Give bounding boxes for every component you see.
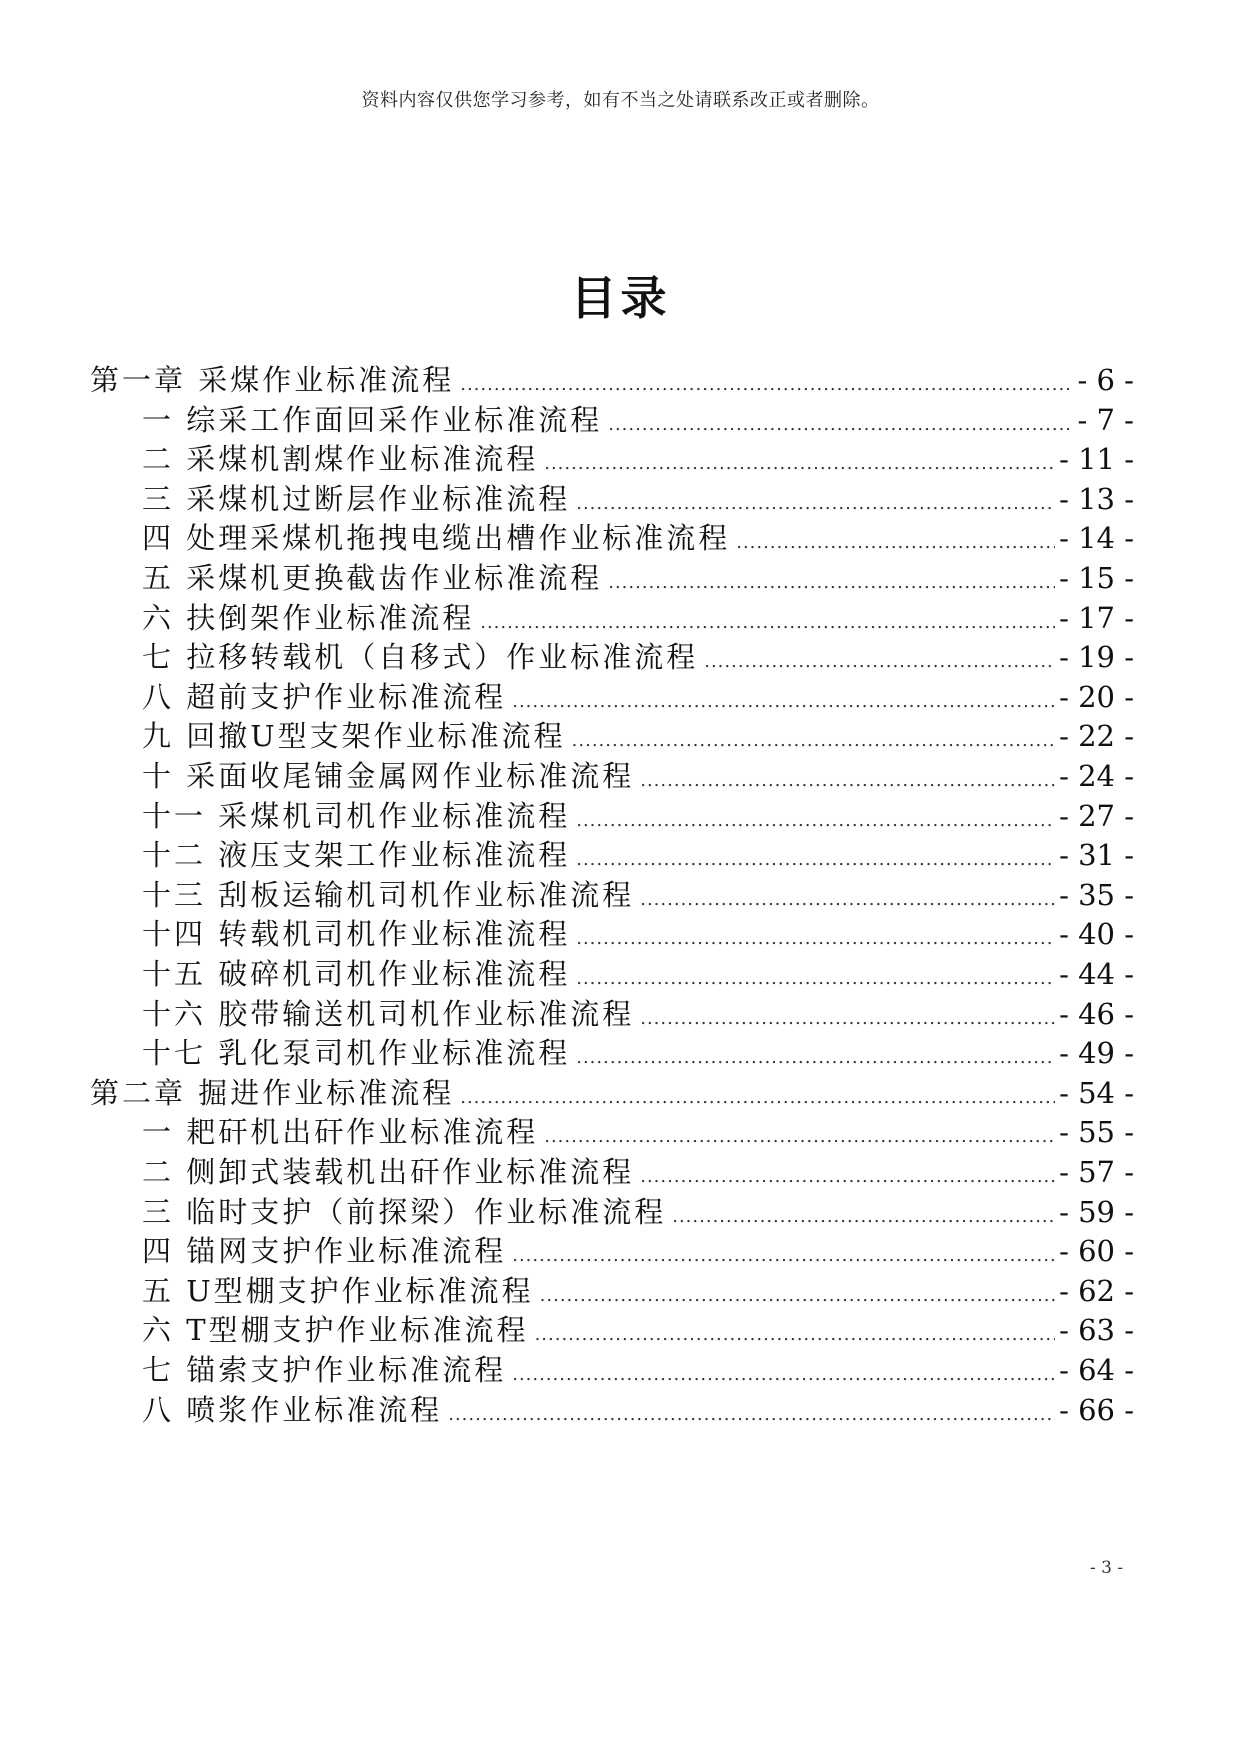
toc-dot-leader [576, 806, 1055, 836]
toc-entry-page: - 66 - [1059, 1392, 1134, 1427]
toc-entry-label: 五 采煤机更换截齿作业标准流程 [142, 561, 603, 595]
toc-entry-page: - 27 - [1059, 798, 1134, 833]
header-disclaimer: 资料内容仅供您学习参考，如有不当之处请联系改正或者删除。 [361, 90, 880, 111]
toc-dot-leader [576, 845, 1055, 875]
toc-dot-leader [704, 647, 1055, 677]
toc-entry-page: - 13 - [1059, 481, 1134, 516]
toc-entry-label: 十二 液压支架工作业标准流程 [142, 838, 571, 873]
toc-entry-label: 十一 采煤机司机作业标准流程 [142, 798, 571, 833]
toc-dot-leader [512, 687, 1055, 717]
toc-section-entry[interactable] [142, 1271, 1134, 1311]
toc-dot-leader [608, 410, 1072, 440]
toc-dot-leader [608, 568, 1055, 598]
toc-entry-page: - 40 - [1059, 917, 1134, 952]
toc-dot-leader [640, 766, 1055, 796]
toc-entry-page: - 14 - [1059, 521, 1134, 556]
toc-entry-page: - 20 - [1059, 679, 1134, 714]
toc-entry-page: - 57 - [1059, 1155, 1134, 1189]
toc-section-entry[interactable] [142, 796, 1134, 836]
toc-dot-leader [480, 608, 1055, 638]
toc-dot-leader [576, 964, 1055, 994]
toc-dot-leader [448, 1400, 1055, 1430]
toc-entry-page: - 7 - [1077, 402, 1134, 437]
toc-entry-page: - 64 - [1059, 1353, 1134, 1387]
toc-entry-label: 六 扶倒架作业标准流程 [142, 600, 475, 635]
toc-entry-label: 四 锚网支护作业标准流程 [142, 1234, 507, 1269]
toc-dot-leader [544, 1122, 1055, 1152]
page-number: - 3 - [1090, 1558, 1124, 1578]
toc-section-entry[interactable] [142, 994, 1134, 1034]
toc-dot-leader [535, 1320, 1056, 1350]
toc-dot-leader [540, 1281, 1055, 1311]
toc-dot-leader [572, 726, 1055, 756]
toc-entry-page: - 31 - [1059, 838, 1134, 873]
toc-dot-leader [736, 528, 1055, 558]
toc-section-entry[interactable] [142, 1112, 1134, 1152]
toc-entry-label: 三 临时支护（前探梁）作业标准流程 [142, 1194, 667, 1229]
toc-section-entry[interactable] [142, 677, 1134, 717]
toc-section-entry[interactable] [142, 875, 1134, 915]
toc-entry-label: 七 拉移转载机（自移式）作业标准流程 [142, 640, 699, 675]
toc-section-entry[interactable] [142, 1350, 1134, 1390]
toc-dot-leader [512, 1241, 1055, 1271]
toc-entry-label: 二 侧卸式装载机出矸作业标准流程 [142, 1155, 635, 1189]
toc-dot-leader [512, 1360, 1055, 1390]
toc-section-entry[interactable] [142, 439, 1134, 479]
toc-section-entry[interactable] [142, 1033, 1134, 1073]
toc-entry-page: - 49 - [1059, 1036, 1134, 1071]
toc-entry-page: - 6 - [1077, 363, 1134, 397]
toc-entry-page: - 55 - [1059, 1115, 1134, 1150]
toc-chapter-entry[interactable] [90, 360, 1134, 400]
toc-entry-page: - 15 - [1059, 561, 1134, 595]
toc-dot-leader [640, 1162, 1055, 1192]
toc-chapter-entry[interactable] [90, 1073, 1134, 1113]
toc-section-entry[interactable] [142, 716, 1134, 756]
toc-entry-page: - 54 - [1059, 1075, 1134, 1110]
toc-section-entry[interactable] [142, 1192, 1134, 1232]
toc-entry-page: - 35 - [1059, 877, 1134, 912]
toc-section-entry[interactable] [142, 914, 1134, 954]
toc-entry-label: 九 回撤U型支架作业标准流程 [142, 719, 566, 754]
toc-entry-label: 三 采煤机过断层作业标准流程 [142, 481, 571, 516]
toc-entry-label: 十六 胶带输送机司机作业标准流程 [142, 996, 635, 1031]
toc-dot-leader [544, 449, 1055, 479]
toc-entry-page: - 11 - [1059, 442, 1134, 477]
toc-dot-leader [576, 489, 1055, 519]
toc-entry-label: 第二章 掘进作业标准流程 [90, 1075, 455, 1110]
toc-dot-leader [576, 1043, 1055, 1073]
toc-section-entry[interactable] [142, 1310, 1134, 1350]
toc-section-entry[interactable] [142, 954, 1134, 994]
toc-entry-label: 七 锚索支护作业标准流程 [142, 1353, 507, 1387]
toc-section-entry[interactable] [142, 598, 1134, 638]
toc-dot-leader [460, 370, 1072, 400]
toc-dot-leader [460, 1083, 1055, 1113]
toc-dot-leader [640, 1004, 1055, 1034]
toc-entry-label: 第一章 采煤作业标准流程 [90, 363, 455, 397]
toc-entry-label: 八 喷浆作业标准流程 [142, 1392, 443, 1427]
toc-section-entry[interactable] [142, 400, 1134, 440]
toc-entry-page: - 60 - [1059, 1234, 1134, 1269]
toc-entry-page: - 24 - [1059, 759, 1134, 793]
toc-section-entry[interactable] [142, 479, 1134, 519]
toc-entry-label: 十四 转载机司机作业标准流程 [142, 917, 571, 952]
toc-section-entry[interactable] [142, 1152, 1134, 1192]
toc-section-entry[interactable] [142, 558, 1134, 598]
toc-entry-page: - 17 - [1059, 600, 1134, 635]
toc-dot-leader [640, 885, 1055, 915]
toc-entry-page: - 46 - [1059, 996, 1134, 1031]
toc-entry-page: - 59 - [1059, 1194, 1134, 1229]
toc-entry-page: - 63 - [1059, 1313, 1134, 1348]
toc-entry-label: 六 T型棚支护作业标准流程 [142, 1313, 529, 1348]
toc-entry-label: 十三 刮板运输机司机作业标准流程 [142, 877, 635, 912]
toc-entry-page: - 19 - [1059, 640, 1134, 675]
toc-dot-leader [672, 1202, 1055, 1232]
toc-section-entry[interactable] [142, 1231, 1134, 1271]
toc-section-entry[interactable] [142, 1390, 1134, 1430]
page-title: 目录 [570, 271, 671, 325]
toc-entry-label: 一 综采工作面回采作业标准流程 [142, 402, 603, 437]
toc-entry-page: - 22 - [1059, 719, 1134, 754]
toc-section-entry[interactable] [142, 756, 1134, 796]
toc-entry-label: 八 超前支护作业标准流程 [142, 679, 507, 714]
toc-entry-label: 一 耙矸机出矸作业标准流程 [142, 1115, 539, 1150]
toc-entry-label: 十五 破碎机司机作业标准流程 [142, 957, 571, 991]
toc-section-entry[interactable] [142, 518, 1134, 558]
toc-entry-label: 十七 乳化泵司机作业标准流程 [142, 1036, 571, 1071]
toc-section-entry[interactable] [142, 835, 1134, 875]
toc-section-entry[interactable] [142, 637, 1134, 677]
toc-entry-label: 二 采煤机割煤作业标准流程 [142, 442, 539, 477]
toc-entry-label: 四 处理采煤机拖拽电缆出槽作业标准流程 [142, 521, 731, 556]
toc-entry-page: - 62 - [1059, 1273, 1134, 1308]
toc-entry-label: 五 U型棚支护作业标准流程 [142, 1273, 534, 1308]
toc-dot-leader [576, 924, 1055, 954]
toc-entry-page: - 44 - [1059, 957, 1134, 991]
toc-entry-label: 十 采面收尾铺金属网作业标准流程 [142, 759, 635, 793]
